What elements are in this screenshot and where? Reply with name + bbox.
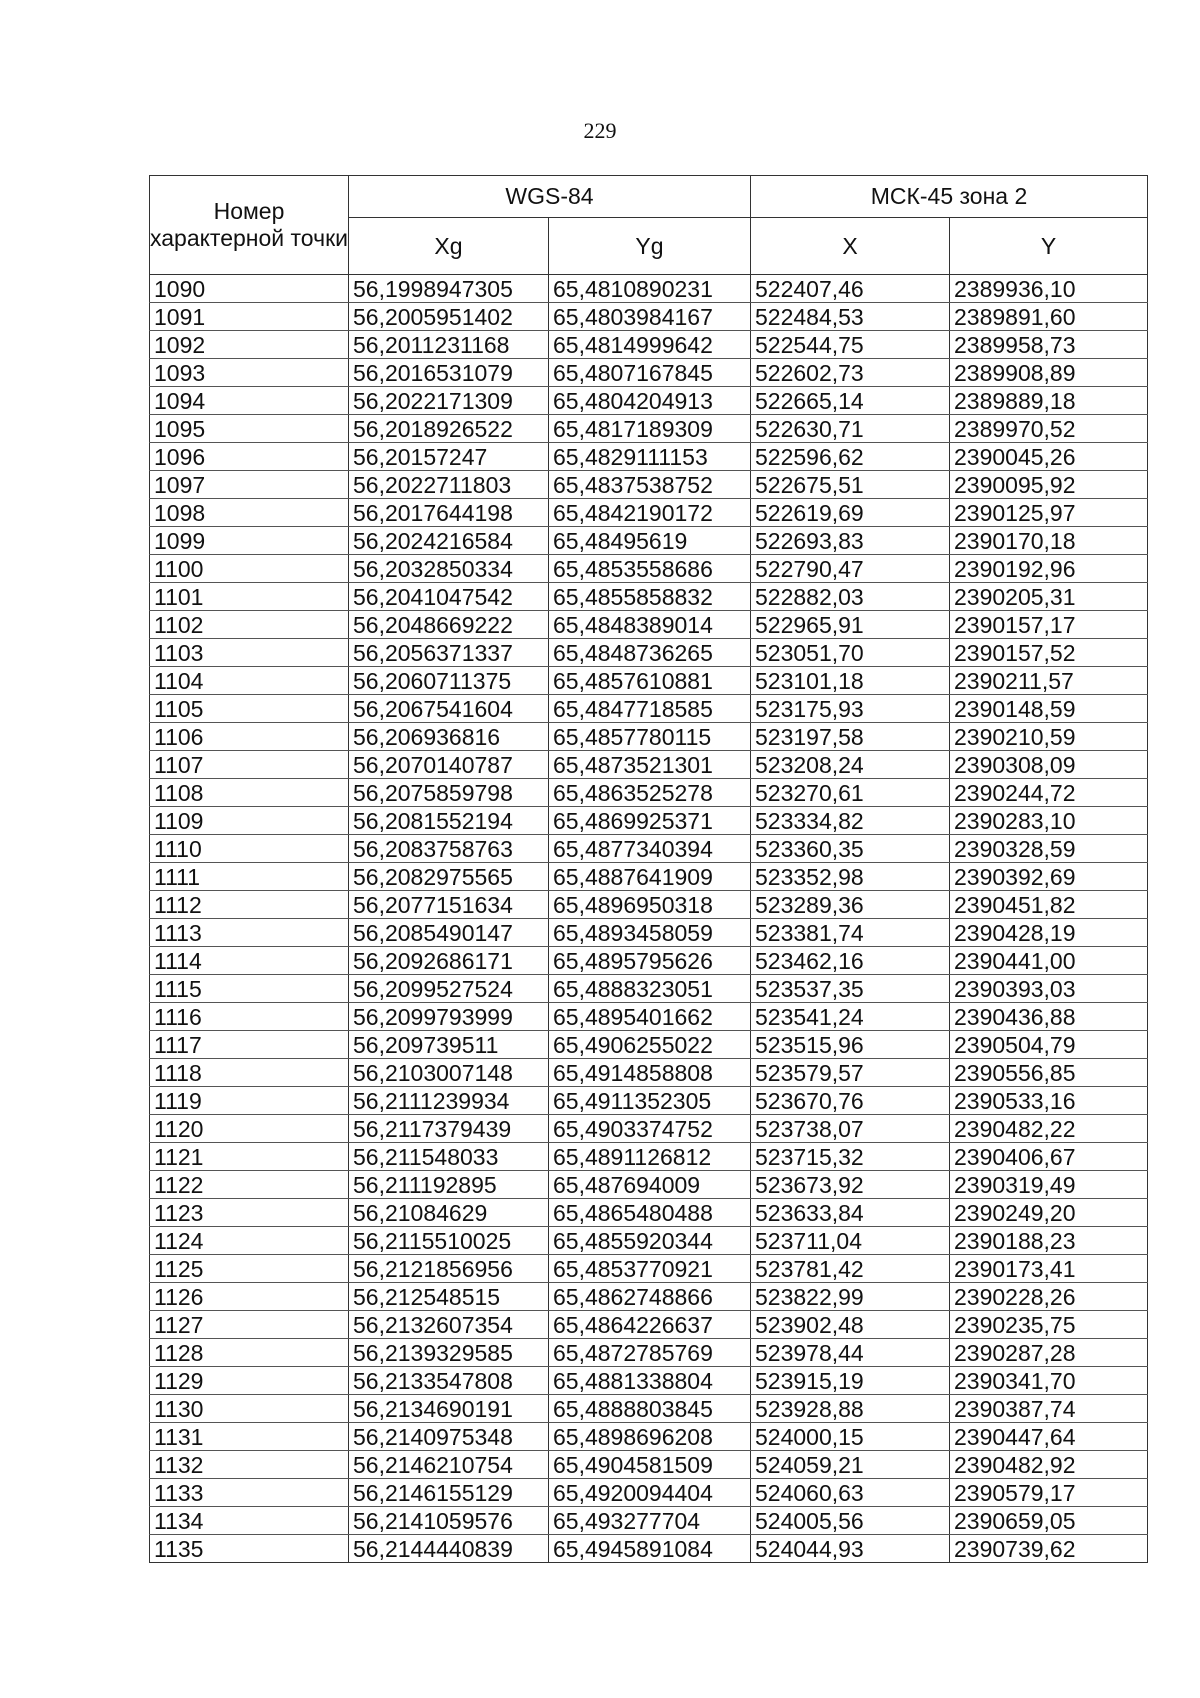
cell-y: 2389908,89 xyxy=(950,359,1148,387)
table-row xyxy=(150,1479,1148,1507)
cell-xg: 56,2070140787 xyxy=(349,751,549,779)
cell-y: 2390244,72 xyxy=(950,779,1148,807)
cell-x: 522630,71 xyxy=(751,415,950,443)
table-row xyxy=(150,359,1148,387)
table-row xyxy=(150,331,1148,359)
cell-xg: 56,2011231168 xyxy=(349,331,549,359)
cell-yg: 65,4848389014 xyxy=(549,611,751,639)
table-row xyxy=(150,1059,1148,1087)
cell-y: 2390341,70 xyxy=(950,1367,1148,1395)
cell-x: 522693,83 xyxy=(751,527,950,555)
cell-yg: 65,4862748866 xyxy=(549,1283,751,1311)
table-row xyxy=(150,1087,1148,1115)
cell-x: 524044,93 xyxy=(751,1535,950,1563)
cell-x: 523673,92 xyxy=(751,1171,950,1199)
cell-y: 2390308,09 xyxy=(950,751,1148,779)
cell-yg: 65,4842190172 xyxy=(549,499,751,527)
table-row xyxy=(150,1171,1148,1199)
cell-point-number: 1114 xyxy=(150,947,349,975)
cell-xg: 56,2133547808 xyxy=(349,1367,549,1395)
cell-xg: 56,2056371337 xyxy=(349,639,549,667)
cell-x: 523978,44 xyxy=(751,1339,950,1367)
cell-xg: 56,2032850334 xyxy=(349,555,549,583)
cell-xg: 56,2018926522 xyxy=(349,415,549,443)
cell-x: 523462,16 xyxy=(751,947,950,975)
table-row xyxy=(150,1507,1148,1535)
cell-point-number: 1129 xyxy=(150,1367,349,1395)
cell-y: 2390387,74 xyxy=(950,1395,1148,1423)
cell-point-number: 1135 xyxy=(150,1535,349,1563)
cell-yg: 65,4829111153 xyxy=(549,443,751,471)
cell-xg: 56,2134690191 xyxy=(349,1395,549,1423)
cell-xg: 56,206936816 xyxy=(349,723,549,751)
cell-point-number: 1123 xyxy=(150,1199,349,1227)
cell-y: 2390393,03 xyxy=(950,975,1148,1003)
table-row xyxy=(150,1339,1148,1367)
table-row xyxy=(150,1003,1148,1031)
cell-xg: 56,2115510025 xyxy=(349,1227,549,1255)
cell-x: 523175,93 xyxy=(751,695,950,723)
table-row xyxy=(150,527,1148,555)
cell-x: 523822,99 xyxy=(751,1283,950,1311)
cell-point-number: 1119 xyxy=(150,1087,349,1115)
cell-x: 523270,61 xyxy=(751,779,950,807)
cell-y: 2390170,18 xyxy=(950,527,1148,555)
table-row xyxy=(150,947,1148,975)
cell-yg: 65,4810890231 xyxy=(549,275,751,303)
cell-yg: 65,4898696208 xyxy=(549,1423,751,1451)
cell-y: 2390211,57 xyxy=(950,667,1148,695)
cell-point-number: 1133 xyxy=(150,1479,349,1507)
cell-y: 2390210,59 xyxy=(950,723,1148,751)
table-row xyxy=(150,1227,1148,1255)
cell-xg: 56,2111239934 xyxy=(349,1087,549,1115)
cell-xg: 56,2103007148 xyxy=(349,1059,549,1087)
table-body xyxy=(150,275,1148,1563)
cell-xg: 56,212548515 xyxy=(349,1283,549,1311)
cell-y: 2389936,10 xyxy=(950,275,1148,303)
cell-yg: 65,4857610881 xyxy=(549,667,751,695)
cell-yg: 65,4887641909 xyxy=(549,863,751,891)
table-row xyxy=(150,387,1148,415)
cell-point-number: 1102 xyxy=(150,611,349,639)
cell-yg: 65,4893458059 xyxy=(549,919,751,947)
cell-x: 522619,69 xyxy=(751,499,950,527)
cell-x: 523928,88 xyxy=(751,1395,950,1423)
table-row xyxy=(150,1283,1148,1311)
cell-x: 522790,47 xyxy=(751,555,950,583)
cell-xg: 56,211192895 xyxy=(349,1171,549,1199)
table-row xyxy=(150,1199,1148,1227)
cell-x: 523738,07 xyxy=(751,1115,950,1143)
cell-xg: 56,2017644198 xyxy=(349,499,549,527)
cell-y: 2390392,69 xyxy=(950,863,1148,891)
header-x: X xyxy=(751,218,950,275)
cell-yg: 65,4873521301 xyxy=(549,751,751,779)
cell-xg: 56,2099793999 xyxy=(349,1003,549,1031)
cell-xg: 56,2099527524 xyxy=(349,975,549,1003)
cell-y: 2390441,00 xyxy=(950,947,1148,975)
table-row xyxy=(150,443,1148,471)
cell-y: 2390045,26 xyxy=(950,443,1148,471)
cell-yg: 65,4914858808 xyxy=(549,1059,751,1087)
table-row xyxy=(150,751,1148,779)
cell-yg: 65,4837538752 xyxy=(549,471,751,499)
cell-yg: 65,4869925371 xyxy=(549,807,751,835)
table-row xyxy=(150,835,1148,863)
cell-point-number: 1110 xyxy=(150,835,349,863)
cell-yg: 65,4906255022 xyxy=(549,1031,751,1059)
cell-yg: 65,4920094404 xyxy=(549,1479,751,1507)
cell-y: 2389889,18 xyxy=(950,387,1148,415)
cell-yg: 65,4803984167 xyxy=(549,303,751,331)
cell-y: 2390173,41 xyxy=(950,1255,1148,1283)
cell-xg: 56,2024216584 xyxy=(349,527,549,555)
table-row xyxy=(150,1031,1148,1059)
cell-point-number: 1093 xyxy=(150,359,349,387)
table-row xyxy=(150,415,1148,443)
cell-point-number: 1127 xyxy=(150,1311,349,1339)
cell-x: 523670,76 xyxy=(751,1087,950,1115)
cell-point-number: 1096 xyxy=(150,443,349,471)
table-row xyxy=(150,723,1148,751)
cell-y: 2390328,59 xyxy=(950,835,1148,863)
header-point-number: Номер характерной точки xyxy=(150,176,349,275)
cell-yg: 65,48495619 xyxy=(549,527,751,555)
cell-yg: 65,487694009 xyxy=(549,1171,751,1199)
cell-yg: 65,4847718585 xyxy=(549,695,751,723)
cell-x: 522882,03 xyxy=(751,583,950,611)
table-row xyxy=(150,1115,1148,1143)
cell-point-number: 1099 xyxy=(150,527,349,555)
cell-xg: 56,2022711803 xyxy=(349,471,549,499)
cell-y: 2390125,97 xyxy=(950,499,1148,527)
cell-xg: 56,2022171309 xyxy=(349,387,549,415)
cell-x: 523579,57 xyxy=(751,1059,950,1087)
cell-point-number: 1107 xyxy=(150,751,349,779)
cell-xg: 56,2041047542 xyxy=(349,583,549,611)
cell-xg: 56,2146210754 xyxy=(349,1451,549,1479)
cell-y: 2390192,96 xyxy=(950,555,1148,583)
cell-x: 523633,84 xyxy=(751,1199,950,1227)
table-row xyxy=(150,639,1148,667)
cell-point-number: 1103 xyxy=(150,639,349,667)
cell-yg: 65,4864226637 xyxy=(549,1311,751,1339)
cell-xg: 56,2144440839 xyxy=(349,1535,549,1563)
cell-x: 522965,91 xyxy=(751,611,950,639)
cell-xg: 56,211548033 xyxy=(349,1143,549,1171)
cell-point-number: 1106 xyxy=(150,723,349,751)
cell-x: 523051,70 xyxy=(751,639,950,667)
cell-point-number: 1095 xyxy=(150,415,349,443)
cell-y: 2390482,22 xyxy=(950,1115,1148,1143)
cell-x: 522665,14 xyxy=(751,387,950,415)
cell-x: 522602,73 xyxy=(751,359,950,387)
cell-point-number: 1113 xyxy=(150,919,349,947)
cell-y: 2390157,52 xyxy=(950,639,1148,667)
cell-x: 523208,24 xyxy=(751,751,950,779)
table-row xyxy=(150,611,1148,639)
cell-x: 523334,82 xyxy=(751,807,950,835)
cell-point-number: 1126 xyxy=(150,1283,349,1311)
cell-xg: 56,2141059576 xyxy=(349,1507,549,1535)
cell-yg: 65,4853770921 xyxy=(549,1255,751,1283)
cell-y: 2390533,16 xyxy=(950,1087,1148,1115)
cell-y: 2390739,62 xyxy=(950,1535,1148,1563)
cell-xg: 56,2121856956 xyxy=(349,1255,549,1283)
table-row xyxy=(150,1367,1148,1395)
cell-yg: 65,4853558686 xyxy=(549,555,751,583)
cell-x: 522544,75 xyxy=(751,331,950,359)
table-row xyxy=(150,779,1148,807)
cell-xg: 56,2139329585 xyxy=(349,1339,549,1367)
cell-y: 2390436,88 xyxy=(950,1003,1148,1031)
cell-yg: 65,4903374752 xyxy=(549,1115,751,1143)
cell-yg: 65,4888803845 xyxy=(549,1395,751,1423)
cell-y: 2390287,28 xyxy=(950,1339,1148,1367)
cell-yg: 65,4895401662 xyxy=(549,1003,751,1031)
cell-yg: 65,4865480488 xyxy=(549,1199,751,1227)
table-row xyxy=(150,303,1148,331)
cell-xg: 56,2016531079 xyxy=(349,359,549,387)
cell-point-number: 1108 xyxy=(150,779,349,807)
cell-yg: 65,4872785769 xyxy=(549,1339,751,1367)
cell-y: 2390228,26 xyxy=(950,1283,1148,1311)
cell-y: 2390482,92 xyxy=(950,1451,1148,1479)
cell-xg: 56,2085490147 xyxy=(349,919,549,947)
cell-yg: 65,4817189309 xyxy=(549,415,751,443)
cell-y: 2389891,60 xyxy=(950,303,1148,331)
cell-x: 524005,56 xyxy=(751,1507,950,1535)
header-group-msk45: МСК-45 зона 2 xyxy=(751,176,1148,218)
cell-yg: 65,493277704 xyxy=(549,1507,751,1535)
cell-y: 2390235,75 xyxy=(950,1311,1148,1339)
table-row xyxy=(150,1395,1148,1423)
cell-point-number: 1090 xyxy=(150,275,349,303)
cell-yg: 65,4888323051 xyxy=(549,975,751,1003)
cell-x: 523101,18 xyxy=(751,667,950,695)
cell-y: 2390504,79 xyxy=(950,1031,1148,1059)
cell-y: 2390447,64 xyxy=(950,1423,1148,1451)
table-row xyxy=(150,1451,1148,1479)
table-row xyxy=(150,499,1148,527)
cell-xg: 56,21084629 xyxy=(349,1199,549,1227)
cell-xg: 56,2132607354 xyxy=(349,1311,549,1339)
cell-yg: 65,4945891084 xyxy=(549,1535,751,1563)
cell-y: 2390428,19 xyxy=(950,919,1148,947)
cell-x: 524060,63 xyxy=(751,1479,950,1507)
cell-yg: 65,4848736265 xyxy=(549,639,751,667)
cell-point-number: 1128 xyxy=(150,1339,349,1367)
cell-point-number: 1097 xyxy=(150,471,349,499)
cell-x: 524000,15 xyxy=(751,1423,950,1451)
cell-yg: 65,4857780115 xyxy=(549,723,751,751)
cell-yg: 65,4911352305 xyxy=(549,1087,751,1115)
cell-x: 522484,53 xyxy=(751,303,950,331)
cell-x: 523902,48 xyxy=(751,1311,950,1339)
cell-yg: 65,4895795626 xyxy=(549,947,751,975)
cell-point-number: 1131 xyxy=(150,1423,349,1451)
header-group-wgs84: WGS-84 xyxy=(349,176,751,218)
cell-xg: 56,2077151634 xyxy=(349,891,549,919)
cell-x: 523515,96 xyxy=(751,1031,950,1059)
cell-xg: 56,2048669222 xyxy=(349,611,549,639)
cell-point-number: 1125 xyxy=(150,1255,349,1283)
cell-yg: 65,4891126812 xyxy=(549,1143,751,1171)
cell-x: 524059,21 xyxy=(751,1451,950,1479)
cell-y: 2390249,20 xyxy=(950,1199,1148,1227)
cell-point-number: 1134 xyxy=(150,1507,349,1535)
cell-point-number: 1112 xyxy=(150,891,349,919)
cell-point-number: 1120 xyxy=(150,1115,349,1143)
table-row xyxy=(150,863,1148,891)
table-row xyxy=(150,695,1148,723)
cell-point-number: 1111 xyxy=(150,863,349,891)
cell-point-number: 1109 xyxy=(150,807,349,835)
header-xg: Xg xyxy=(349,218,549,275)
cell-x: 523537,35 xyxy=(751,975,950,1003)
cell-xg: 56,1998947305 xyxy=(349,275,549,303)
cell-y: 2390451,82 xyxy=(950,891,1148,919)
cell-x: 523781,42 xyxy=(751,1255,950,1283)
cell-x: 523197,58 xyxy=(751,723,950,751)
cell-yg: 65,4814999642 xyxy=(549,331,751,359)
table-row xyxy=(150,919,1148,947)
cell-point-number: 1098 xyxy=(150,499,349,527)
cell-xg: 56,2005951402 xyxy=(349,303,549,331)
table-row xyxy=(150,583,1148,611)
cell-xg: 56,2082975565 xyxy=(349,863,549,891)
cell-yg: 65,4863525278 xyxy=(549,779,751,807)
header-yg: Yg xyxy=(549,218,751,275)
cell-x: 523289,36 xyxy=(751,891,950,919)
cell-y: 2390406,67 xyxy=(950,1143,1148,1171)
cell-y: 2390319,49 xyxy=(950,1171,1148,1199)
cell-y: 2390148,59 xyxy=(950,695,1148,723)
table-row xyxy=(150,1423,1148,1451)
cell-y: 2390157,17 xyxy=(950,611,1148,639)
cell-x: 523711,04 xyxy=(751,1227,950,1255)
cell-x: 522675,51 xyxy=(751,471,950,499)
cell-point-number: 1091 xyxy=(150,303,349,331)
cell-point-number: 1124 xyxy=(150,1227,349,1255)
cell-y: 2390659,05 xyxy=(950,1507,1148,1535)
cell-point-number: 1105 xyxy=(150,695,349,723)
table-row xyxy=(150,275,1148,303)
cell-xg: 56,2092686171 xyxy=(349,947,549,975)
cell-x: 523381,74 xyxy=(751,919,950,947)
table-row xyxy=(150,667,1148,695)
cell-xg: 56,209739511 xyxy=(349,1031,549,1059)
cell-xg: 56,2146155129 xyxy=(349,1479,549,1507)
cell-xg: 56,2140975348 xyxy=(349,1423,549,1451)
cell-x: 523352,98 xyxy=(751,863,950,891)
cell-point-number: 1104 xyxy=(150,667,349,695)
table-row xyxy=(150,555,1148,583)
table-row xyxy=(150,1255,1148,1283)
cell-y: 2390188,23 xyxy=(950,1227,1148,1255)
table-row xyxy=(150,1311,1148,1339)
cell-point-number: 1116 xyxy=(150,1003,349,1031)
cell-point-number: 1115 xyxy=(150,975,349,1003)
cell-xg: 56,2117379439 xyxy=(349,1115,549,1143)
cell-xg: 56,2075859798 xyxy=(349,779,549,807)
cell-x: 522407,46 xyxy=(751,275,950,303)
cell-point-number: 1101 xyxy=(150,583,349,611)
table-row xyxy=(150,807,1148,835)
cell-xg: 56,20157247 xyxy=(349,443,549,471)
cell-y: 2390095,92 xyxy=(950,471,1148,499)
cell-xg: 56,2060711375 xyxy=(349,667,549,695)
coordinates-table xyxy=(149,175,1148,1563)
cell-y: 2390283,10 xyxy=(950,807,1148,835)
cell-y: 2389970,52 xyxy=(950,415,1148,443)
cell-point-number: 1121 xyxy=(150,1143,349,1171)
cell-yg: 65,4904581509 xyxy=(549,1451,751,1479)
cell-x: 523715,32 xyxy=(751,1143,950,1171)
page-number: 229 xyxy=(583,118,617,143)
cell-yg: 65,4877340394 xyxy=(549,835,751,863)
table-row xyxy=(150,975,1148,1003)
cell-x: 523360,35 xyxy=(751,835,950,863)
cell-point-number: 1118 xyxy=(150,1059,349,1087)
cell-y: 2390205,31 xyxy=(950,583,1148,611)
cell-y: 2389958,73 xyxy=(950,331,1148,359)
cell-yg: 65,4881338804 xyxy=(549,1367,751,1395)
cell-point-number: 1117 xyxy=(150,1031,349,1059)
cell-point-number: 1122 xyxy=(150,1171,349,1199)
cell-point-number: 1094 xyxy=(150,387,349,415)
cell-point-number: 1092 xyxy=(150,331,349,359)
cell-yg: 65,4896950318 xyxy=(549,891,751,919)
cell-x: 523541,24 xyxy=(751,1003,950,1031)
cell-point-number: 1100 xyxy=(150,555,349,583)
cell-yg: 65,4855858832 xyxy=(549,583,751,611)
table-row xyxy=(150,471,1148,499)
table-header xyxy=(150,176,1148,275)
cell-point-number: 1132 xyxy=(150,1451,349,1479)
cell-y: 2390556,85 xyxy=(950,1059,1148,1087)
cell-xg: 56,2081552194 xyxy=(349,807,549,835)
cell-point-number: 1130 xyxy=(150,1395,349,1423)
cell-x: 522596,62 xyxy=(751,443,950,471)
cell-x: 523915,19 xyxy=(751,1367,950,1395)
cell-xg: 56,2083758763 xyxy=(349,835,549,863)
table-row xyxy=(150,1535,1148,1563)
table-row xyxy=(150,1143,1148,1171)
cell-yg: 65,4855920344 xyxy=(549,1227,751,1255)
cell-xg: 56,2067541604 xyxy=(349,695,549,723)
cell-yg: 65,4807167845 xyxy=(549,359,751,387)
cell-y: 2390579,17 xyxy=(950,1479,1148,1507)
header-y: Y xyxy=(950,218,1148,275)
cell-yg: 65,4804204913 xyxy=(549,387,751,415)
table-row xyxy=(150,891,1148,919)
